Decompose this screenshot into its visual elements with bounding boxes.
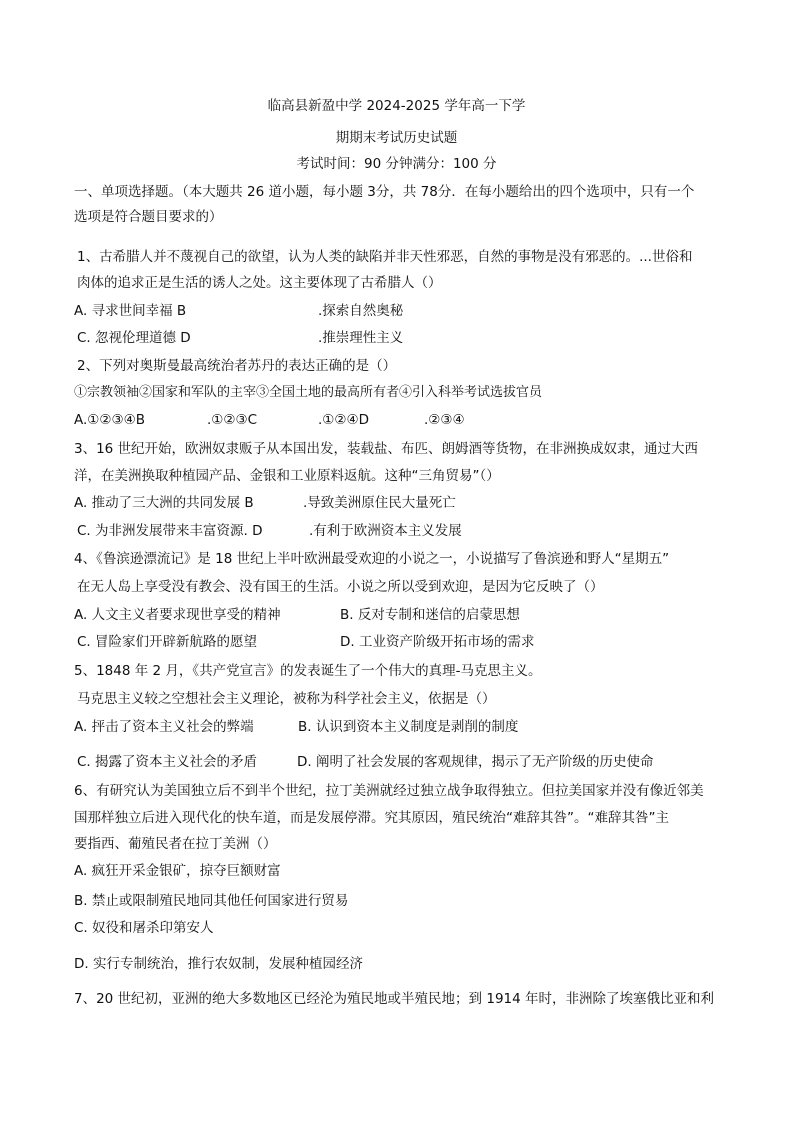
question-4-stem-line1: 4、《鲁滨逊漂流记》是 18 世纪上半叶欧洲最受欢迎的小说之一，小说描写了鲁滨逊和野人“星期五” bbox=[74, 551, 670, 567]
question-2-stem-line1: 2、下列对奥斯曼最高统治者苏丹的表达正确的是（） bbox=[77, 358, 397, 374]
section-title-line1: 一、单项选择题。（本大题共 26 道小题，每小题 3分，共 78分．在每小题给出的四个选项中，只有一个 bbox=[74, 184, 695, 200]
question-5-option-d: D. 阐明了社会发展的客观规律，揭示了无产阶级的历史使命 bbox=[297, 754, 654, 770]
question-1-option-d: .推崇理性主义 bbox=[318, 330, 404, 346]
section-title-line2: 选项是符合题目要求的） bbox=[74, 209, 223, 225]
question-2-option-d: .②③④ bbox=[424, 412, 465, 428]
question-6-stem-line3: 要指西、葡殖民者在拉丁美洲（） bbox=[74, 836, 277, 852]
question-3-option-a: A. 推动了三大洲的共同发展 B bbox=[74, 495, 254, 511]
question-4-option-c: C. 冒险家们开辟新航路的愿望 bbox=[77, 634, 258, 650]
question-6-option-c: C. 奴役和屠杀印第安人 bbox=[74, 920, 214, 936]
question-1-option-c: C. 忽视伦理道德 D bbox=[77, 330, 191, 346]
question-3-option-d: .有利于欧洲资本主义发展 bbox=[309, 523, 462, 539]
exam-title: 期期末考试历史试题 bbox=[335, 130, 458, 146]
question-2-option-b: .①②③C bbox=[207, 412, 258, 428]
question-6-stem-line2: 国那样独立后进入现代化的快车道，而是发展停滞。究其原因，殖民统治“难辞其咎”。“难辞其咎”主 bbox=[74, 810, 669, 826]
question-4-stem-line2: 在无人岛上享受没有教会、没有国王的生活。小说之所以受到欢迎，是因为它反映了（） bbox=[77, 579, 604, 595]
question-5-stem-line1: 5、1848 年 2 月，《共产党宣言》的发表诞生了一个伟大的真理-马克思主义。 bbox=[74, 663, 542, 679]
question-4-option-b: B. 反对专制和迷信的启蒙思想 bbox=[340, 607, 520, 623]
question-3-option-b: .导致美洲原住民大量死亡 bbox=[303, 495, 456, 511]
question-6-option-b: B. 禁止或限制殖民地同其他任何国家进行贸易 bbox=[74, 893, 349, 909]
question-5-option-b: B. 认识到资本主义制度是剥削的制度 bbox=[298, 719, 519, 735]
question-3-stem-line2: 洋，在美洲换取种植园产品、金银和工业原料返航。这种“三角贸易”（） bbox=[74, 468, 500, 484]
question-1-stem-line1: 1、古希腊人并不蔑视自己的欲望，认为人类的缺陷并非天性邪恶，自然的事物是没有邪恶的。...世俗和 bbox=[77, 249, 693, 265]
question-5-stem-line2: 马克思主义较之空想社会主义理论，被称为科学社会主义，依据是（） bbox=[77, 691, 496, 707]
exam-time-score: 考试时间：90 分钟满分：100 分 bbox=[296, 156, 497, 172]
question-7-stem-line1: 7、20 世纪初，亚洲的绝大多数地区已经沦为殖民地或半殖民地；到 1914 年时，非洲除了埃塞俄比亚和利 bbox=[74, 991, 714, 1007]
question-5-option-a: A. 抨击了资本主义社会的弊端 bbox=[74, 719, 254, 735]
question-6-stem-line1: 6、有研究认为美国独立后不到半个世纪，拉丁美洲就经过独立战争取得独立。但拉美国家并没有像近邻美 bbox=[74, 783, 704, 799]
question-1-option-a: A. 寻求世间幸福 B bbox=[74, 303, 187, 319]
question-2-option-c: .①②④D bbox=[318, 412, 369, 428]
question-1-option-b: .探索自然奥秘 bbox=[318, 303, 404, 319]
question-4-option-a: A. 人文主义者要求现世享受的精神 bbox=[74, 607, 281, 623]
question-4-option-d: D. 工业资产阶级开拓市场的需求 bbox=[340, 634, 535, 650]
question-5-option-c: C. 揭露了资本主义社会的矛盾 bbox=[77, 754, 258, 770]
question-1-stem-line2: 肉体的追求正是生活的诱人之处。这主要体现了古希腊人（） bbox=[77, 275, 442, 291]
school-line: 临高县新盈中学 2024-2025 学年高一下学 bbox=[267, 98, 526, 114]
question-6-option-d: D. 实行专制统治，推行农奴制，发展种植园经济 bbox=[74, 956, 363, 972]
question-3-option-c: C. 为非洲发展带来丰富资源. D bbox=[77, 523, 263, 539]
question-2-stem-line2: ①宗教领袖②国家和军队的主宰③全国土地的最高所有者④引入科举考试选拔官员 bbox=[74, 385, 543, 400]
question-6-option-a: A. 疯狂开采金银矿，掠夺巨额财富 bbox=[74, 863, 281, 879]
question-2-option-a: A.①②③④B bbox=[74, 412, 145, 428]
question-3-stem-line1: 3、16 世纪开始，欧洲奴隶贩子从本国出发，装载盐、布匹、朗姆酒等货物，在非洲换成奴隶，通过大西 bbox=[74, 441, 699, 457]
